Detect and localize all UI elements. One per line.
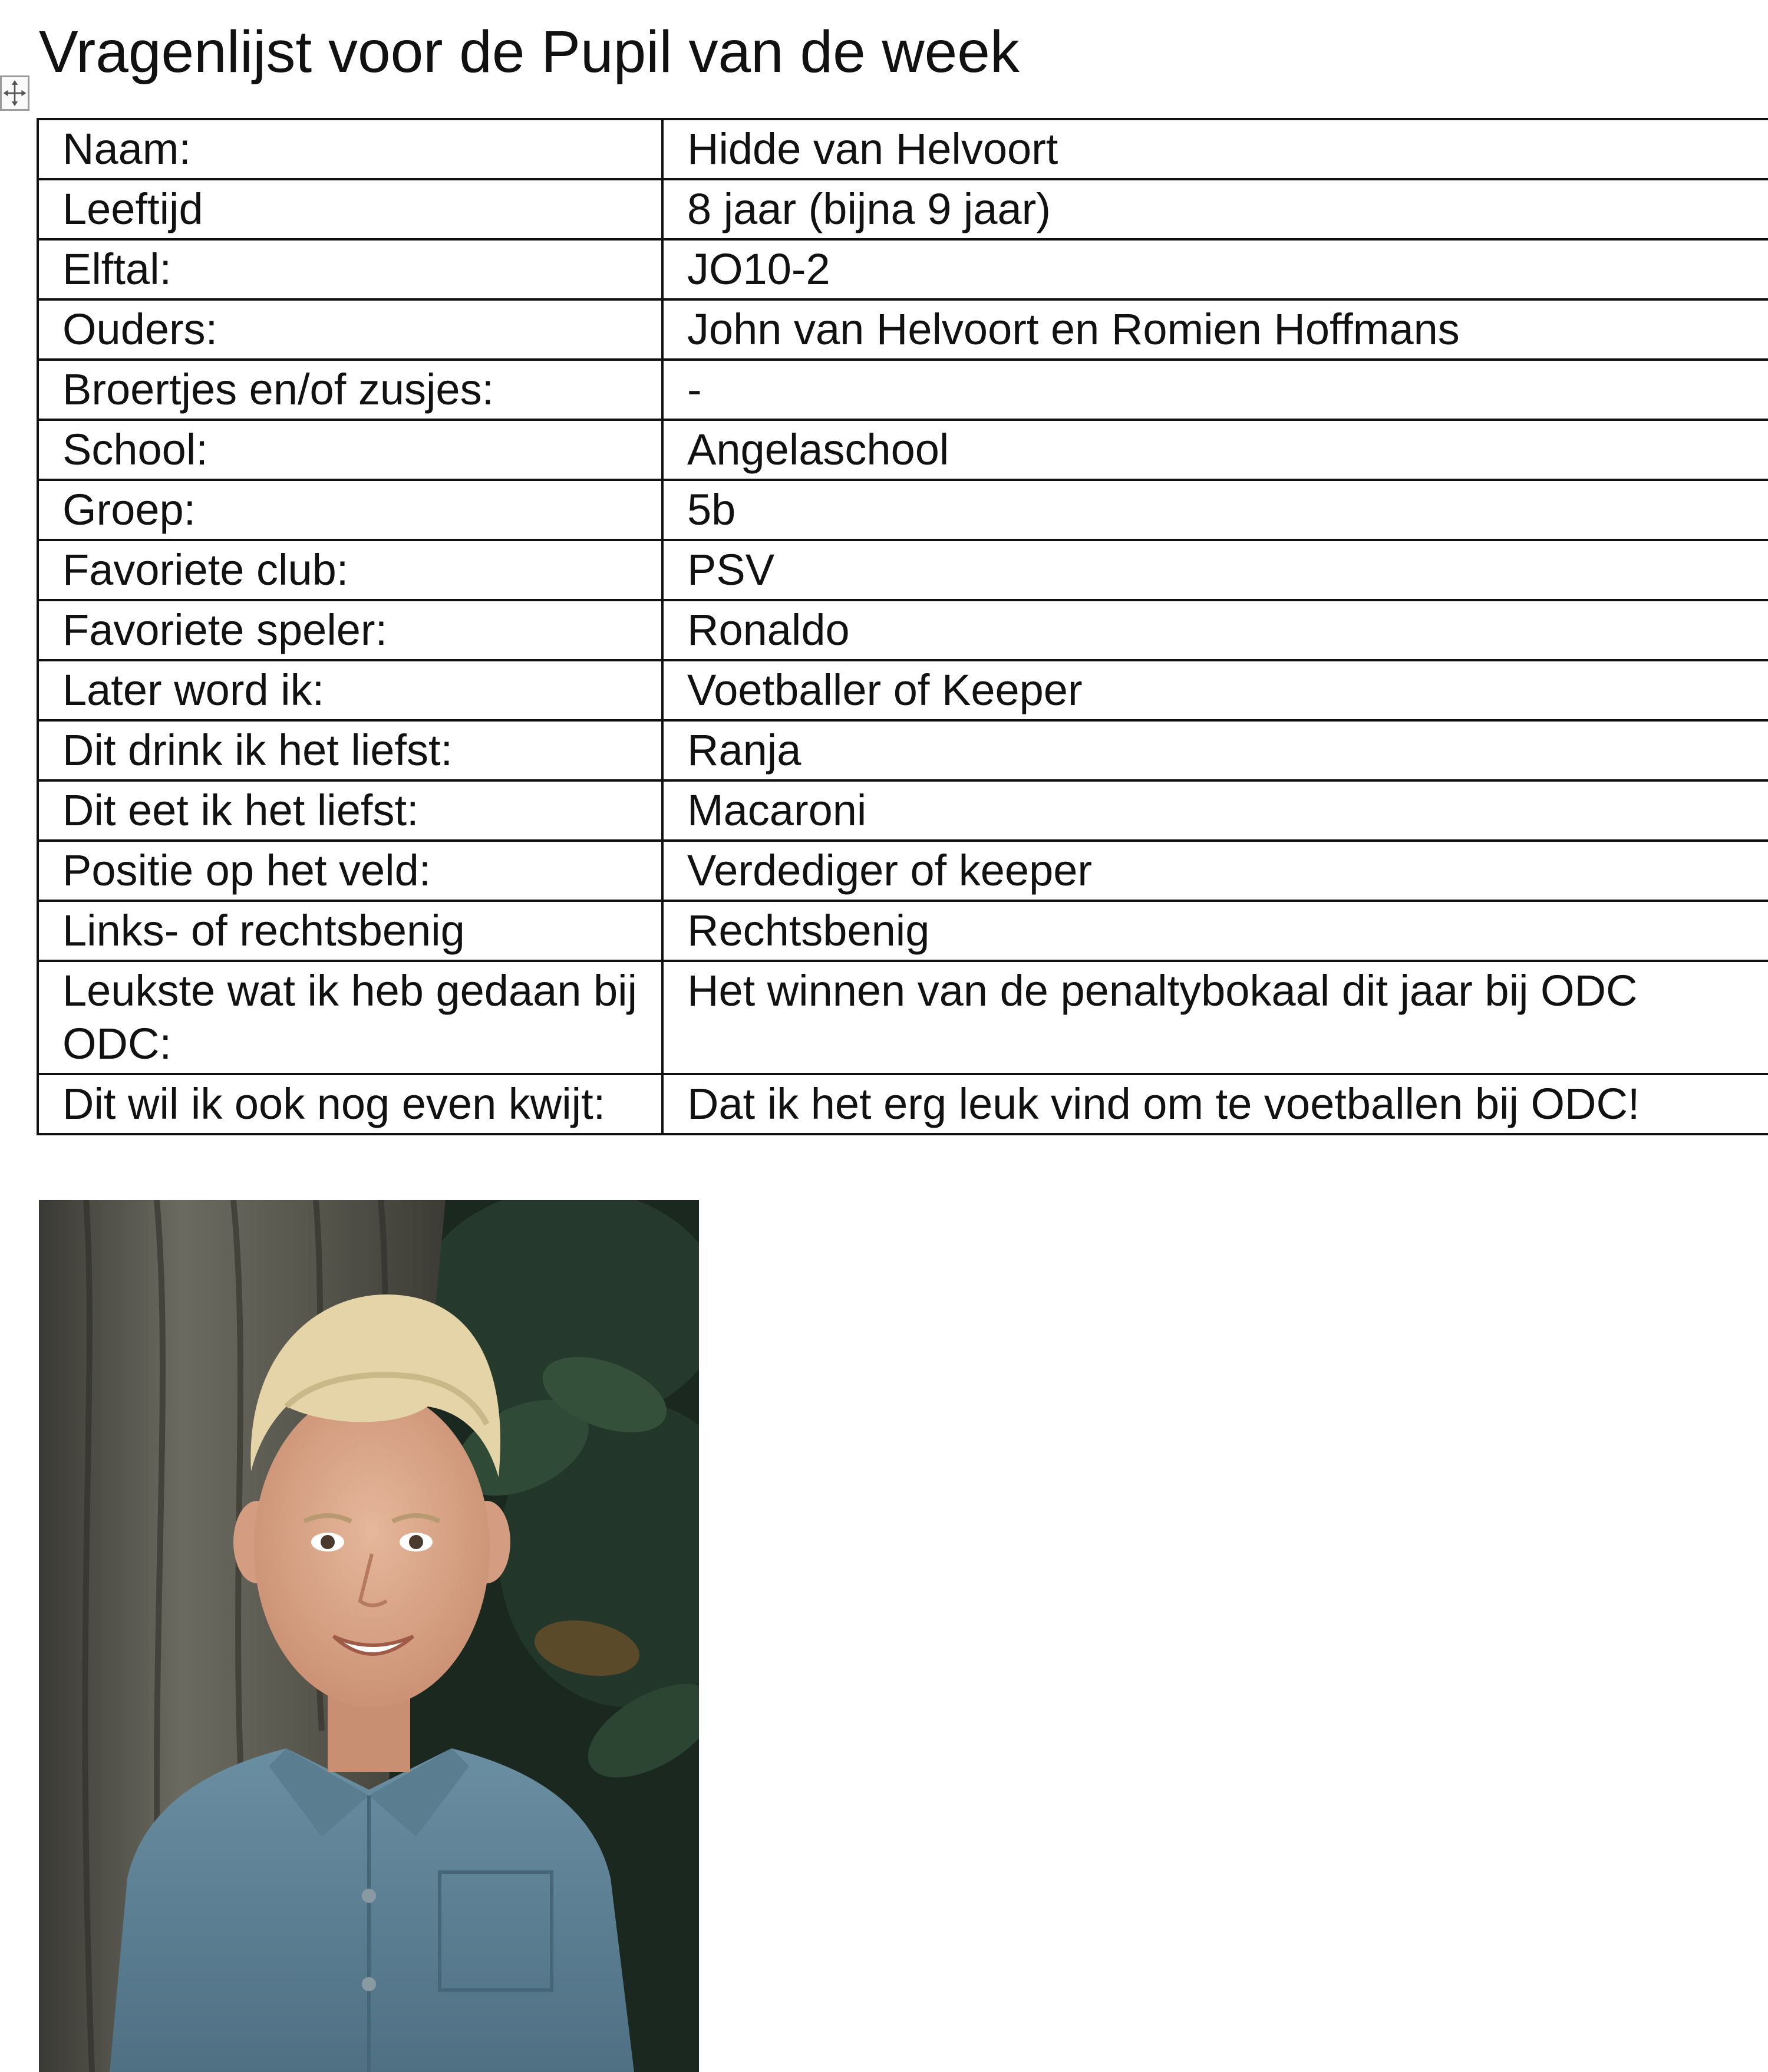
table-row <box>38 600 1768 660</box>
row-label: Naam: <box>38 119 662 179</box>
row-value: Verdediger of keeper <box>662 841 1768 901</box>
row-value: JO10-2 <box>662 239 1768 299</box>
row-value: 5b <box>662 480 1768 540</box>
table-row <box>38 901 1768 961</box>
table-row <box>38 420 1768 480</box>
row-label: Broertjes en/of zusjes: <box>38 360 662 420</box>
row-label: Links- of rechtsbenig <box>38 901 662 961</box>
row-value: PSV <box>662 540 1768 600</box>
table-row <box>38 480 1768 540</box>
table-row <box>38 540 1768 600</box>
row-label: Dit eet ik het liefst: <box>38 780 662 841</box>
row-label: Favoriete club: <box>38 540 662 600</box>
table-row <box>38 780 1768 841</box>
row-value: Voetballer of Keeper <box>662 660 1768 720</box>
table-row <box>38 119 1768 179</box>
row-value: - <box>662 360 1768 420</box>
row-label: Ouders: <box>38 299 662 360</box>
row-value: Hidde van Helvoort <box>662 119 1768 179</box>
row-label: Favoriete speler: <box>38 600 662 660</box>
row-label: School: <box>38 420 662 480</box>
table-row <box>38 1074 1768 1134</box>
row-label: Later word ik: <box>38 660 662 720</box>
pupil-photo <box>39 1200 699 2072</box>
row-value: Dat ik het erg leuk vind om te voetballen bij ODC! <box>662 1074 1768 1134</box>
questionnaire-table <box>37 118 1768 1135</box>
move-icon[interactable] <box>0 75 29 111</box>
row-label: Groep: <box>38 480 662 540</box>
row-value: 8 jaar (bijna 9 jaar) <box>662 179 1768 239</box>
row-value: Rechtsbenig <box>662 901 1768 961</box>
row-label: Dit drink ik het liefst: <box>38 720 662 780</box>
table-row <box>38 720 1768 780</box>
document-title: Vragenlijst voor de Pupil van de week <box>39 19 1020 85</box>
table-row <box>38 179 1768 239</box>
table-row <box>38 299 1768 360</box>
row-value: John van Helvoort en Romien Hoffmans <box>662 299 1768 360</box>
table-row <box>38 239 1768 299</box>
table-row <box>38 660 1768 720</box>
row-value: Angelaschool <box>662 420 1768 480</box>
row-label: Dit wil ik ook nog even kwijt: <box>38 1074 662 1134</box>
table-row <box>38 360 1768 420</box>
row-value: Het winnen van de penaltybokaal dit jaar bij ODC <box>662 961 1768 1074</box>
row-label: Elftal: <box>38 239 662 299</box>
row-label: Positie op het veld: <box>38 841 662 901</box>
row-value: Macaroni <box>662 780 1768 841</box>
row-label: Leukste wat ik heb gedaan bij ODC: <box>38 961 662 1074</box>
table-row <box>38 841 1768 901</box>
row-label: Leeftijd <box>38 179 662 239</box>
table-row <box>38 961 1768 1074</box>
row-value: Ronaldo <box>662 600 1768 660</box>
row-value: Ranja <box>662 720 1768 780</box>
